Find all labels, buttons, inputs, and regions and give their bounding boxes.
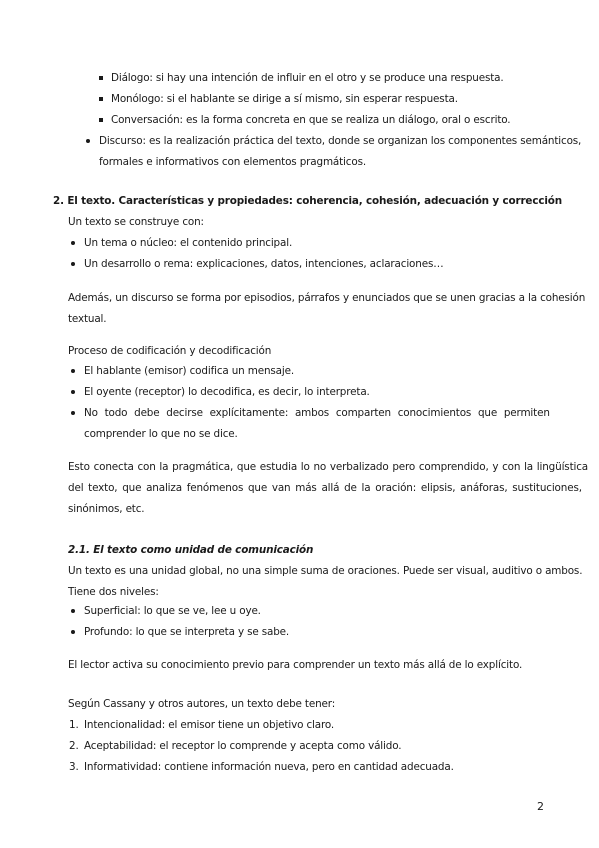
list-item-conocimientos: No todo debe decirse explícitamente: ambos comparten conocimientos que permiten <box>84 407 550 419</box>
numbered-item-aceptabilidad <box>69 739 402 753</box>
paragraph-cohesion-cont: textual. <box>68 313 107 325</box>
list-item-desarrollo: Un desarrollo o rema: explicaciones, datos, intenciones, aclaraciones… <box>84 258 444 270</box>
list-item-profundo: Profundo: lo que se interpreta y se sabe. <box>84 626 290 638</box>
paragraph-lector: El lector activa su conocimiento previo para comprender un texto más allá de lo explícito. <box>68 659 523 671</box>
list-item-discurso: Discurso: es la realización práctica del texto, donde se organizan los componentes semánticos, <box>99 135 582 147</box>
subsection-heading: 2.1. El texto como unidad de comunicación <box>68 544 314 556</box>
list-item-tema: Un tema o núcleo: el contenido principal. <box>84 237 293 249</box>
numbered-item-intencionalidad <box>69 718 335 732</box>
list-item-emisor: El hablante (emisor) codifica un mensaje. <box>84 365 295 377</box>
list-item-discurso-cont: formales e informativos con elementos pragmáticos. <box>99 156 366 168</box>
list-item-receptor: El oyente (receptor) lo decodifica, es decir, lo interpreta. <box>84 386 370 398</box>
paragraph-unidad-cont: Tiene dos niveles: <box>68 586 159 598</box>
item-number: 1. <box>69 719 79 731</box>
numbered-item-informatividad <box>69 760 454 774</box>
list-item-superficial: Superficial: lo que se ve, lee u oye. <box>84 605 261 617</box>
paragraph-intro: Un texto se construye con: <box>68 216 204 228</box>
item-text: Intencionalidad: el emisor tiene un objetivo claro. <box>84 719 335 731</box>
list-item-conversacion: Conversación: es la forma concreta en que se realiza un diálogo, oral o escrito. <box>111 114 511 126</box>
item-number: 2. <box>69 740 79 752</box>
paragraph-unidad: Un texto es una unidad global, no una simple suma de oraciones. Puede ser visual, auditivo o ambos. <box>68 565 583 577</box>
item-number: 3. <box>69 761 79 773</box>
item-text: Informatividad: contiene información nueva, pero en cantidad adecuada. <box>84 761 454 773</box>
paragraph-cohesion: Además, un discurso se forma por episodios, párrafos y enunciados que se unen gracias a la cohesión <box>68 292 586 304</box>
page-number: 2 <box>537 800 544 813</box>
paragraph-cassany: Según Cassany y otros autores, un texto debe tener: <box>68 698 336 710</box>
paragraph-pragmatica-end: sinónimos, etc. <box>68 503 145 515</box>
paragraph-pragmatica-cont: del texto, que analiza fenómenos que van más allá de la oración: elipsis, anáforas, sustituciones, <box>68 482 582 494</box>
list-item-conocimientos-cont: comprender lo que no se dice. <box>84 428 238 440</box>
item-text: Aceptabilidad: el receptor lo comprende y acepta como válido. <box>84 740 402 752</box>
list-item-monologo: Monólogo: si el hablante se dirige a sí mismo, sin esperar respuesta. <box>111 93 458 105</box>
paragraph-pragmatica: Esto conecta con la pragmática, que estudia lo no verbalizado pero comprendido, y con la lingüística <box>68 461 589 473</box>
section-heading: 2. El texto. Características y propiedades: coherencia, cohesión, adecuación y corrección <box>53 195 562 207</box>
list-item-dialogo: Diálogo: si hay una intención de influir en el otro y se produce una respuesta. <box>111 72 504 84</box>
process-title: Proceso de codificación y decodificación <box>68 345 272 357</box>
